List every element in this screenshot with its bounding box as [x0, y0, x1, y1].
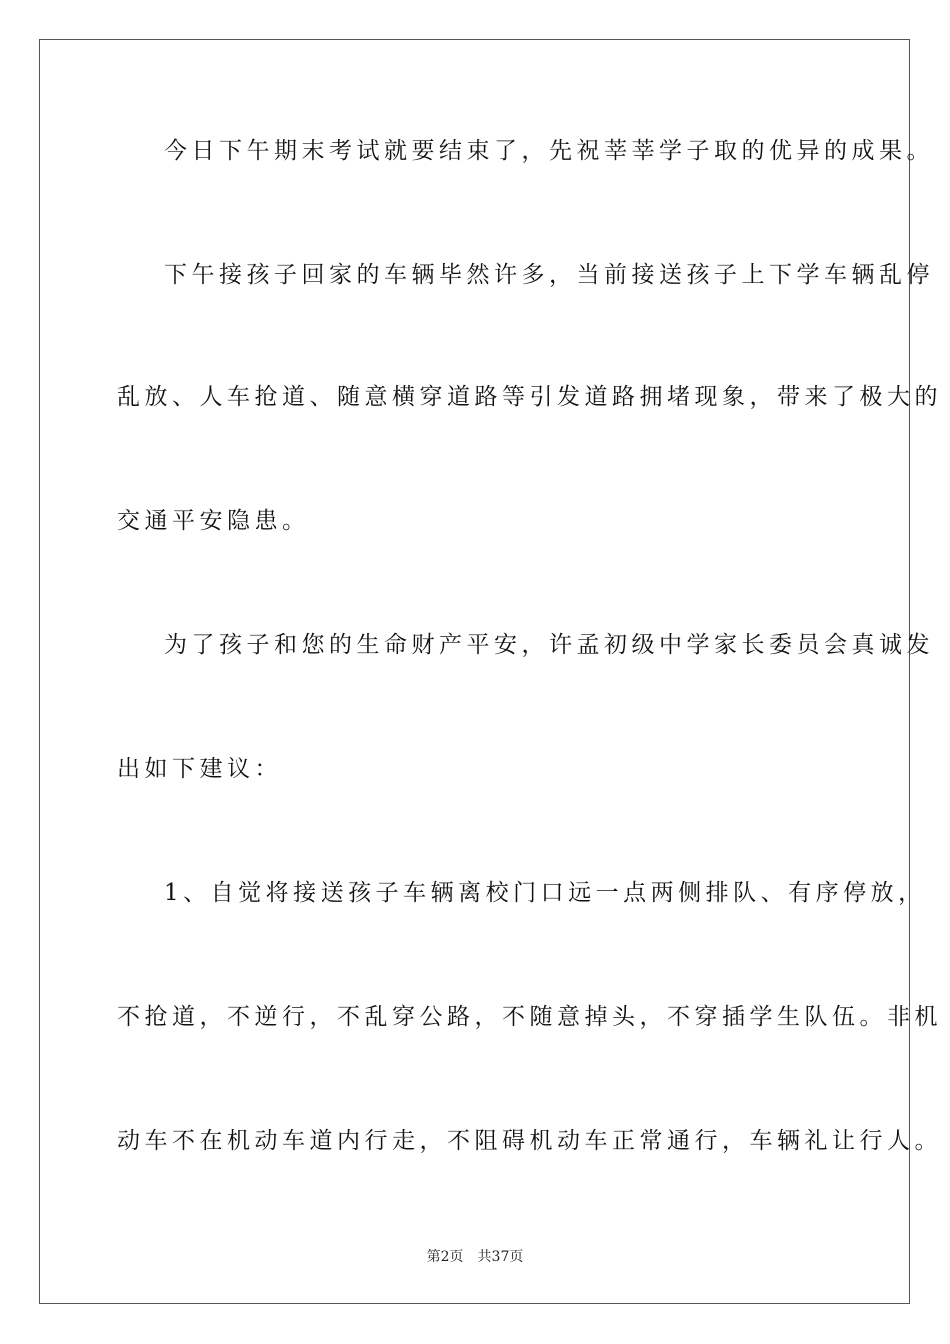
paragraph-3-line-1: 为了孩子和您的生命财产平安，许孟初级中学家长委员会真诚发 [164, 632, 934, 658]
paragraph-2-line-2: 乱放、人车抢道、随意横穿道路等引发道路拥堵现象，带来了极大的 [117, 384, 942, 410]
paragraph-4-line-3: 动车不在机动车道内行走，不阻碍机动车正常通行，车辆礼让行人。 [117, 1128, 942, 1154]
paragraph-3-line-2: 出如下建议： [117, 756, 282, 782]
paragraph-4-line-2: 不抢道，不逆行，不乱穿公路，不随意掉头，不穿插学生队伍。非机 [117, 1004, 942, 1030]
page-footer [0, 1248, 950, 1266]
page-number: 第2页 [426, 1249, 464, 1265]
paragraph-2-line-3: 交通平安隐患。 [117, 508, 310, 534]
paragraph-1-line-1: 今日下午期末考试就要结束了，先祝莘莘学子取的优异的成果。 [164, 138, 934, 164]
paragraph-4-line-1: 1、自觉将接送孩子车辆离校门口远一点两侧排队、有序停放， [164, 880, 926, 906]
page-frame [39, 39, 942, 1304]
page-total: 共37页 [477, 1249, 524, 1265]
paragraph-2-line-1: 下午接孩子回家的车辆毕然许多，当前接送孩子上下学车辆乱停 [164, 262, 934, 288]
